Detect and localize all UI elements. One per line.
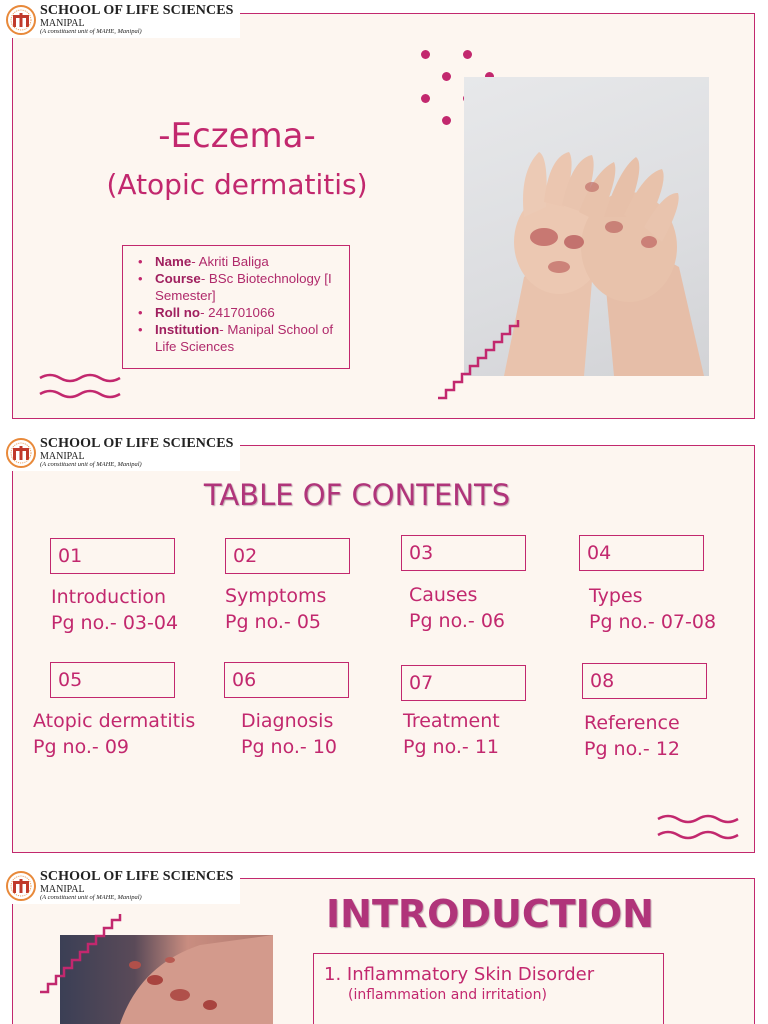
info-item-roll: • Roll no- 241701066	[131, 304, 341, 321]
toc-number-box: 06	[224, 662, 349, 698]
info-item-course: • Course- BSc Biotechnology [I Semester]	[131, 270, 341, 304]
toc-item-types[interactable]: Types Pg no.- 07-08	[589, 585, 717, 633]
logo-subtitle: MANIPAL	[40, 450, 85, 462]
logo-title: SCHOOL OF LIFE SCIENCES	[40, 436, 234, 451]
toc-title: TABLE OF CONTENTS	[203, 478, 511, 512]
logo-title: SCHOOL OF LIFE SCIENCES	[40, 869, 234, 884]
presentation-title: -Eczema-	[158, 116, 316, 156]
school-logo	[4, 435, 240, 471]
introduction-detail: (inflammation and irritation)	[348, 987, 547, 1003]
toc-number-box: 03	[401, 535, 526, 571]
decor-dot	[442, 116, 451, 125]
toc-number-box: 02	[225, 538, 350, 574]
toc-number-box: 01	[50, 538, 175, 574]
introduction-title: INTRODUCTION	[326, 892, 654, 936]
logo-title: SCHOOL OF LIFE SCIENCES	[40, 3, 234, 18]
toc-number-box: 05	[50, 662, 175, 698]
toc-number-box: 07	[401, 665, 526, 701]
school-logo	[4, 2, 240, 38]
wave-decoration	[40, 372, 122, 402]
logo-subtitle: MANIPAL	[40, 883, 85, 895]
stairs-decoration	[436, 318, 522, 400]
emblem-icon	[6, 5, 36, 35]
slide-title	[0, 0, 768, 430]
emblem-icon	[6, 871, 36, 901]
logo-note: (A constituent unit of MAHE, Manipal)	[40, 28, 142, 36]
introduction-point: 1. Inflammatory Skin Disorder	[324, 964, 595, 985]
logo-subtitle: MANIPAL	[40, 17, 85, 29]
toc-item-symptoms[interactable]: Symptoms Pg no.- 05	[225, 585, 327, 633]
stairs-decoration	[38, 912, 124, 994]
toc-number-box: 04	[579, 535, 704, 571]
decor-dot	[463, 50, 472, 59]
wave-decoration	[658, 813, 740, 843]
toc-item-causes[interactable]: Causes Pg no.- 06	[409, 584, 506, 632]
toc-item-introduction[interactable]: Introduction Pg no.- 03-04	[51, 586, 179, 634]
toc-number-box: 08	[582, 663, 707, 699]
decor-dot	[421, 50, 430, 59]
logo-note: (A constituent unit of MAHE, Manipal)	[40, 894, 142, 902]
presentation-subtitle: (Atopic dermatitis)	[106, 168, 368, 201]
toc-item-atopic-dermatitis[interactable]: Atopic dermatitis Pg no.- 09	[33, 710, 196, 758]
info-item-name: • Name- Akriti Baliga	[131, 253, 341, 270]
toc-item-reference[interactable]: Reference Pg no.- 12	[584, 712, 681, 760]
introduction-point-box	[313, 953, 664, 1024]
logo-note: (A constituent unit of MAHE, Manipal)	[40, 461, 142, 469]
author-info-box	[122, 245, 350, 369]
toc-item-diagnosis[interactable]: Diagnosis Pg no.- 10	[241, 710, 338, 758]
school-logo	[4, 868, 240, 904]
info-item-institution: • Institution- Manipal School of Life Sciences	[131, 321, 341, 355]
decor-dot	[442, 72, 451, 81]
decor-dot	[421, 94, 430, 103]
emblem-icon	[6, 438, 36, 468]
toc-item-treatment[interactable]: Treatment Pg no.- 11	[403, 710, 500, 758]
